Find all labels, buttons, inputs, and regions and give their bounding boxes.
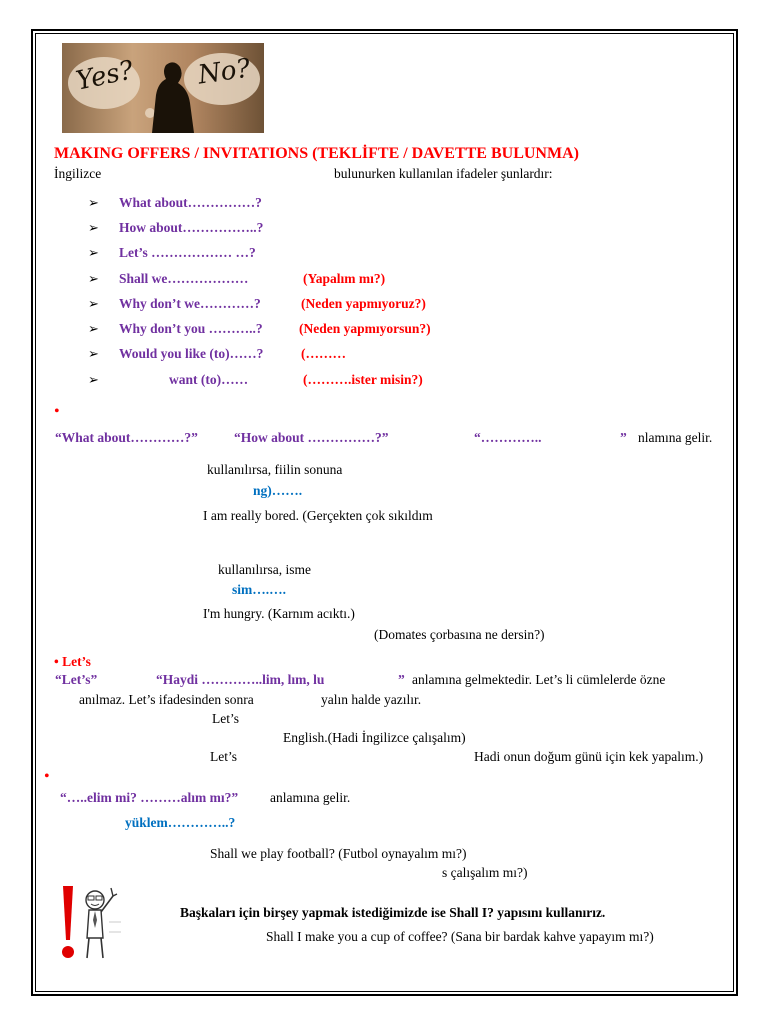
lets-heading: • Let’s xyxy=(54,654,91,669)
meaning-text: nlamına gelir. xyxy=(638,430,713,445)
arrow-bullet-icon: ➢ xyxy=(88,346,99,361)
arrow-bullet-icon: ➢ xyxy=(88,372,99,387)
list-item: What about……………? xyxy=(119,195,262,210)
intro-left: İngilizce xyxy=(54,166,102,181)
no-word: No? xyxy=(196,53,253,91)
shall-i-note: Başkaları için birşey yapmak istediğimizde ise Shall I? yapısını kullanırız. xyxy=(180,905,606,920)
intro-right: bulunurken kullanılan ifadeler şunlardır: xyxy=(334,166,553,181)
list-item-translation: (……….ister misin?) xyxy=(303,372,423,387)
header-image xyxy=(62,43,264,133)
arrow-bullet-icon: ➢ xyxy=(88,296,99,311)
yes-word: Yes? xyxy=(73,55,137,97)
shall-form: yüklem…………..? xyxy=(125,815,236,830)
example-cake: Hadi onun doğum günü için kek yapalım.) xyxy=(474,749,704,764)
arrow-bullet-icon: ➢ xyxy=(88,220,99,235)
example-study: s çalışalım mı?) xyxy=(442,865,528,880)
list-item-translation: (Yapalım mı?) xyxy=(303,271,386,286)
shall-meaning: anlamına gelir. xyxy=(270,790,351,805)
example-lets-b: Let’s xyxy=(210,749,237,764)
noun-note: kullanılırsa, isme xyxy=(218,562,311,577)
how-about-quote: “How about ……………?” xyxy=(234,430,389,445)
verb-form: ng)……. xyxy=(253,483,303,498)
meaning-quote-close: ” xyxy=(620,430,627,445)
list-item: Let’s ……………… …? xyxy=(119,245,256,260)
example-hungry: I'm hungry. (Karnım acıktı.) xyxy=(203,606,355,621)
list-item: Why don’t you ………..? xyxy=(119,321,263,336)
lets-explanation-2: anılmaz. Let’s ifadesinden sonra xyxy=(79,692,254,707)
example-coffee: Shall I make you a cup of coffee? (Sana bir bardak kahve yapayım mı?) xyxy=(266,929,654,944)
lets-explanation: anlamına gelmektedir. Let’s li cümlelerde özne xyxy=(412,672,666,687)
example-football: Shall we play football? (Futbol oynayalım mı?) xyxy=(210,846,467,861)
page-title: MAKING OFFERS / INVITATIONS (TEKLİFTE / DAVETTE BULUNMA) xyxy=(54,145,579,162)
bullet-icon: • xyxy=(44,768,50,785)
list-item-translation: (……… xyxy=(301,346,346,361)
exclamation-person-icon xyxy=(57,882,123,962)
meaning-quote: “………….. xyxy=(474,430,542,445)
arrow-bullet-icon: ➢ xyxy=(88,321,99,336)
list-item: Shall we……………… xyxy=(119,271,249,286)
list-item: Would you like (to)……? xyxy=(119,346,264,361)
haydi-quote: “Haydi …………..lim, lım, lu xyxy=(156,672,325,687)
arrow-bullet-icon: ➢ xyxy=(88,271,99,286)
haydi-quote-close: ” xyxy=(398,672,405,687)
list-item-translation: (Neden yapmıyoruz?) xyxy=(301,296,426,311)
shall-quote: “…..elim mi? ………alım mı?” xyxy=(60,790,239,805)
list-item-translation: (Neden yapmıyorsun?) xyxy=(299,321,431,336)
arrow-bullet-icon: ➢ xyxy=(88,195,99,210)
lets-quote: “Let’s” xyxy=(55,672,98,687)
example-bored: I am really bored. (Gerçekten çok sıkıldım xyxy=(203,508,433,523)
example-lets-a: Let’s xyxy=(212,711,239,726)
what-about-quote: “What about…………?” xyxy=(55,430,198,445)
example-english: English.(Hadi İngilizce çalışalım) xyxy=(283,730,466,745)
list-item: Why don’t we…………? xyxy=(119,296,261,311)
example-soup: (Domates çorbasına ne dersin?) xyxy=(374,627,545,642)
bullet-icon: • xyxy=(54,403,60,420)
arrow-bullet-icon: ➢ xyxy=(88,245,99,260)
verb-note: kullanılırsa, fiilin sonuna xyxy=(207,462,343,477)
lets-explanation-3: yalın halde yazılır. xyxy=(321,692,422,707)
list-item: How about……………..? xyxy=(119,220,264,235)
list-item: want (to)…… xyxy=(169,372,249,387)
noun-form: sim….…. xyxy=(232,582,286,597)
